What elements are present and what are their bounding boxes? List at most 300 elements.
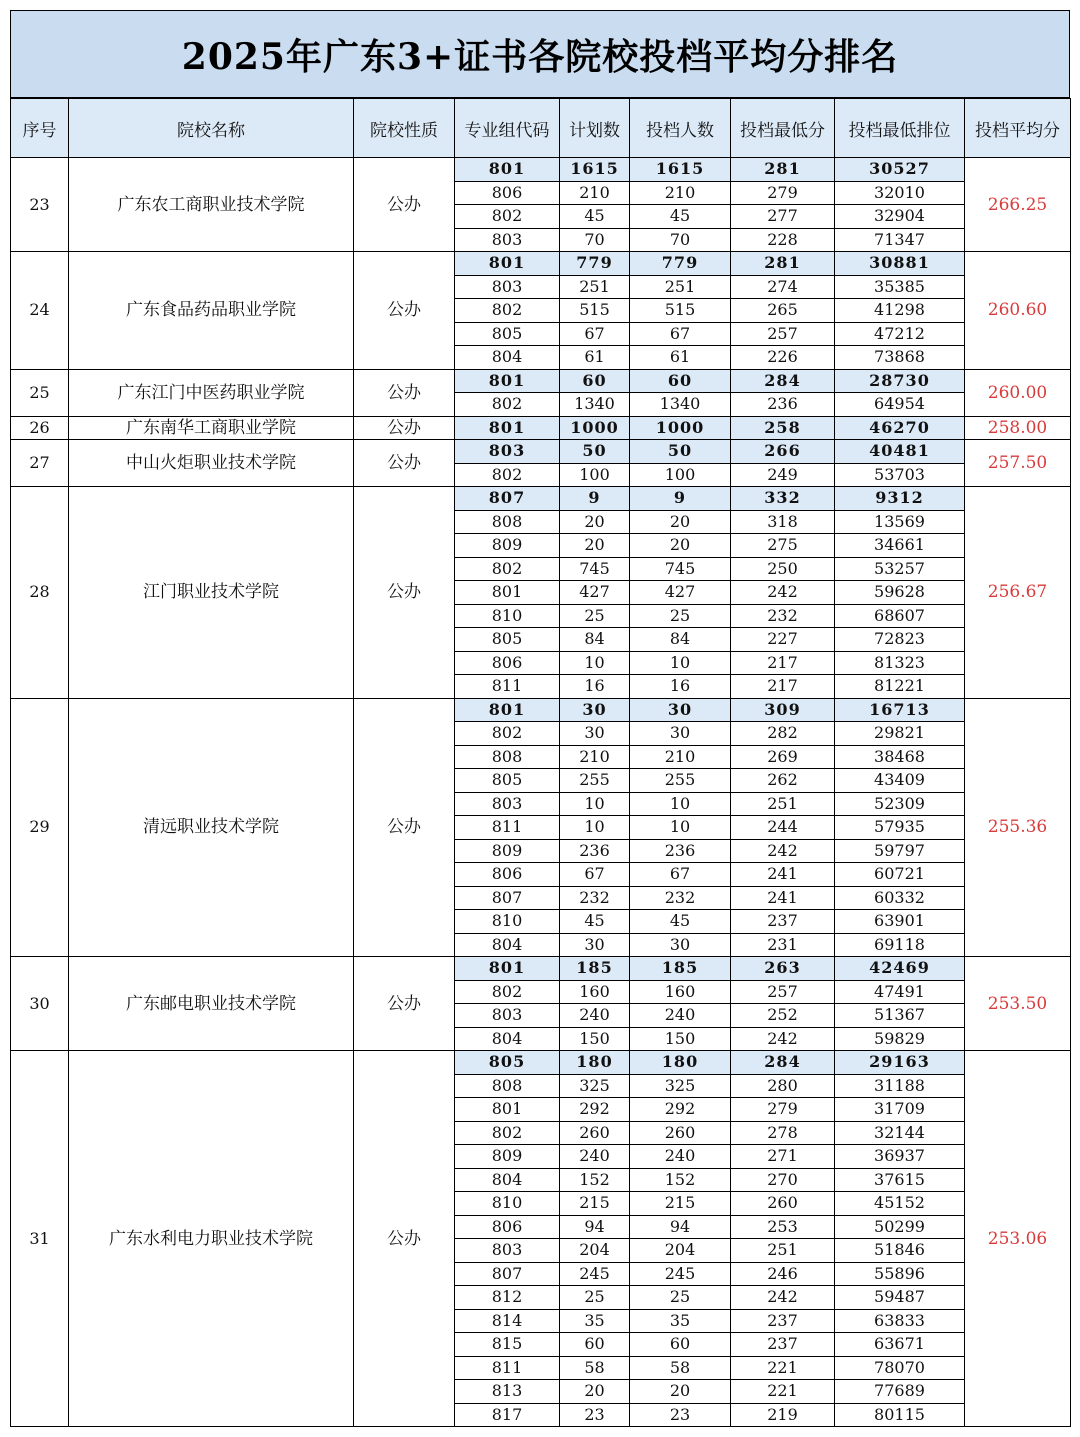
min-rank: 73868 [835,346,965,370]
admitted-count: 30 [630,933,731,957]
school-rank: 29 [11,698,69,957]
admitted-count: 16 [630,675,731,699]
admitted-count: 232 [630,886,731,910]
min-score: 271 [731,1145,835,1169]
school-type: 公办 [354,698,455,957]
admitted-count: 160 [630,980,731,1004]
admitted-count: 45 [630,205,731,229]
min-score: 241 [731,863,835,887]
group-code: 802 [455,980,560,1004]
plan-count: 60 [560,1333,630,1357]
min-score: 227 [731,628,835,652]
group-code: 810 [455,910,560,934]
plan-count: 50 [560,440,630,464]
admitted-count: 20 [630,534,731,558]
col-header-admitted-count: 投档人数 [630,99,731,158]
admitted-count: 30 [630,722,731,746]
school-type: 公办 [354,369,455,416]
plan-count: 745 [560,557,630,581]
plan-count: 67 [560,863,630,887]
group-code: 801 [455,416,560,440]
group-code: 811 [455,816,560,840]
min-score: 217 [731,675,835,699]
admitted-count: 67 [630,322,731,346]
admitted-count: 210 [630,181,731,205]
min-rank: 34661 [835,534,965,558]
min-rank: 38468 [835,745,965,769]
admitted-count: 245 [630,1262,731,1286]
min-rank: 50299 [835,1215,965,1239]
min-score: 279 [731,1098,835,1122]
admitted-count: 251 [630,275,731,299]
admitted-count: 35 [630,1309,731,1333]
min-score: 237 [731,1333,835,1357]
header-row [11,99,1071,158]
min-rank: 57935 [835,816,965,840]
school-name: 清远职业技术学院 [69,698,354,957]
plan-count: 10 [560,792,630,816]
plan-count: 1615 [560,158,630,182]
admitted-count: 10 [630,816,731,840]
plan-count: 1000 [560,416,630,440]
group-code: 814 [455,1309,560,1333]
min-rank: 46270 [835,416,965,440]
school-rank: 24 [11,252,69,370]
group-code: 802 [455,393,560,417]
min-rank: 13569 [835,510,965,534]
plan-count: 215 [560,1192,630,1216]
group-code: 802 [455,205,560,229]
group-code: 801 [455,158,560,182]
min-rank: 40481 [835,440,965,464]
group-code: 811 [455,675,560,699]
min-rank: 55896 [835,1262,965,1286]
group-code: 802 [455,1121,560,1145]
admitted-count: 10 [630,651,731,675]
school-type: 公办 [354,416,455,440]
col-header-school-name: 院校名称 [69,99,354,158]
admitted-count: 20 [630,510,731,534]
school-name: 广东邮电职业技术学院 [69,957,354,1051]
group-code: 815 [455,1333,560,1357]
min-score: 275 [731,534,835,558]
plan-count: 260 [560,1121,630,1145]
admitted-count: 30 [630,698,731,722]
admitted-count: 210 [630,745,731,769]
school-name: 广东农工商职业技术学院 [69,158,354,252]
admitted-count: 779 [630,252,731,276]
min-rank: 29821 [835,722,965,746]
group-code: 805 [455,1051,560,1075]
admitted-count: 58 [630,1356,731,1380]
min-rank: 59628 [835,581,965,605]
min-rank: 53703 [835,463,965,487]
min-score: 252 [731,1004,835,1028]
admitted-count: 745 [630,557,731,581]
min-score: 241 [731,886,835,910]
group-code: 807 [455,886,560,910]
min-score: 270 [731,1168,835,1192]
plan-count: 10 [560,651,630,675]
min-score: 277 [731,205,835,229]
group-code: 805 [455,769,560,793]
min-score: 231 [731,933,835,957]
min-score: 219 [731,1403,835,1427]
school-name: 广东食品药品职业学院 [69,252,354,370]
min-score: 244 [731,816,835,840]
group-code: 801 [455,369,560,393]
admitted-count: 25 [630,1286,731,1310]
plan-count: 67 [560,322,630,346]
group-code: 810 [455,604,560,628]
min-rank: 32010 [835,181,965,205]
min-rank: 37615 [835,1168,965,1192]
admitted-count: 236 [630,839,731,863]
group-code: 803 [455,228,560,252]
plan-count: 45 [560,205,630,229]
admitted-count: 23 [630,1403,731,1427]
group-code: 804 [455,933,560,957]
plan-count: 180 [560,1051,630,1075]
plan-count: 251 [560,275,630,299]
school-name: 中山火炬职业技术学院 [69,440,354,487]
group-code: 801 [455,698,560,722]
min-score: 257 [731,322,835,346]
school-rank: 27 [11,440,69,487]
admitted-count: 1340 [630,393,731,417]
school-rank: 23 [11,158,69,252]
admitted-count: 215 [630,1192,731,1216]
plan-count: 100 [560,463,630,487]
group-code: 802 [455,463,560,487]
admitted-count: 9 [630,487,731,511]
min-rank: 80115 [835,1403,965,1427]
avg-score: 260.60 [965,252,1071,370]
min-rank: 31188 [835,1074,965,1098]
admitted-count: 260 [630,1121,731,1145]
min-score: 217 [731,651,835,675]
group-code: 803 [455,1004,560,1028]
avg-score: 266.25 [965,158,1071,252]
group-code: 801 [455,252,560,276]
min-score: 249 [731,463,835,487]
min-score: 262 [731,769,835,793]
admitted-count: 292 [630,1098,731,1122]
min-rank: 52309 [835,792,965,816]
col-header-avg-score: 投档平均分 [965,99,1071,158]
admitted-count: 100 [630,463,731,487]
plan-count: 35 [560,1309,630,1333]
table-row [11,1051,1071,1075]
group-code: 809 [455,1145,560,1169]
min-rank: 45152 [835,1192,965,1216]
group-code: 806 [455,651,560,675]
admitted-count: 67 [630,863,731,887]
table-row [11,487,1071,511]
min-score: 269 [731,745,835,769]
min-rank: 32144 [835,1121,965,1145]
admitted-count: 84 [630,628,731,652]
min-score: 265 [731,299,835,323]
admitted-count: 10 [630,792,731,816]
min-score: 250 [731,557,835,581]
group-code: 806 [455,181,560,205]
min-score: 257 [731,980,835,1004]
school-name: 广东江门中医药职业学院 [69,369,354,416]
plan-count: 152 [560,1168,630,1192]
min-rank: 36937 [835,1145,965,1169]
plan-count: 58 [560,1356,630,1380]
min-score: 260 [731,1192,835,1216]
min-rank: 29163 [835,1051,965,1075]
table-row [11,416,1071,440]
min-rank: 72823 [835,628,965,652]
admitted-count: 1000 [630,416,731,440]
col-header-group-code: 专业组代码 [455,99,560,158]
avg-score: 260.00 [965,369,1071,416]
group-code: 803 [455,275,560,299]
admitted-count: 50 [630,440,731,464]
min-rank: 47491 [835,980,965,1004]
min-score: 251 [731,1239,835,1263]
school-rank: 28 [11,487,69,699]
plan-count: 20 [560,1380,630,1404]
plan-count: 232 [560,886,630,910]
min-score: 258 [731,416,835,440]
table-body [11,158,1071,1427]
plan-count: 150 [560,1027,630,1051]
min-score: 282 [731,722,835,746]
admitted-count: 60 [630,1333,731,1357]
min-score: 284 [731,1051,835,1075]
min-score: 284 [731,369,835,393]
min-rank: 63671 [835,1333,965,1357]
plan-count: 515 [560,299,630,323]
min-rank: 81323 [835,651,965,675]
min-rank: 64954 [835,393,965,417]
group-code: 805 [455,628,560,652]
plan-count: 204 [560,1239,630,1263]
plan-count: 9 [560,487,630,511]
avg-score: 255.36 [965,698,1071,957]
min-rank: 42469 [835,957,965,981]
admitted-count: 25 [630,604,731,628]
table-row [11,158,1071,182]
group-code: 802 [455,557,560,581]
plan-count: 160 [560,980,630,1004]
min-score: 332 [731,487,835,511]
min-score: 242 [731,1027,835,1051]
school-type: 公办 [354,440,455,487]
min-rank: 28730 [835,369,965,393]
group-code: 806 [455,1215,560,1239]
group-code: 801 [455,1098,560,1122]
group-code: 808 [455,510,560,534]
plan-count: 185 [560,957,630,981]
school-rank: 26 [11,416,69,440]
avg-score: 258.00 [965,416,1071,440]
group-code: 807 [455,1262,560,1286]
min-score: 281 [731,158,835,182]
group-code: 808 [455,1074,560,1098]
plan-count: 30 [560,933,630,957]
plan-count: 16 [560,675,630,699]
plan-count: 210 [560,181,630,205]
group-code: 805 [455,322,560,346]
avg-score: 256.67 [965,487,1071,699]
min-rank: 60721 [835,863,965,887]
group-code: 804 [455,346,560,370]
school-type: 公办 [354,158,455,252]
group-code: 813 [455,1380,560,1404]
plan-count: 10 [560,816,630,840]
min-score: 236 [731,393,835,417]
admitted-count: 185 [630,957,731,981]
group-code: 801 [455,957,560,981]
min-score: 237 [731,1309,835,1333]
school-rank: 31 [11,1051,69,1427]
min-rank: 69118 [835,933,965,957]
plan-count: 236 [560,839,630,863]
admitted-count: 150 [630,1027,731,1051]
page-title: 2025年广东3+证书各院校投档平均分排名 [10,10,1070,98]
admitted-count: 240 [630,1004,731,1028]
min-rank: 9312 [835,487,965,511]
group-code: 811 [455,1356,560,1380]
plan-count: 45 [560,910,630,934]
min-rank: 60332 [835,886,965,910]
plan-count: 60 [560,369,630,393]
admitted-count: 45 [630,910,731,934]
group-code: 804 [455,1168,560,1192]
plan-count: 325 [560,1074,630,1098]
admitted-count: 152 [630,1168,731,1192]
plan-count: 427 [560,581,630,605]
avg-score: 253.50 [965,957,1071,1051]
avg-score: 257.50 [965,440,1071,487]
min-score: 232 [731,604,835,628]
admitted-count: 255 [630,769,731,793]
min-rank: 59797 [835,839,965,863]
group-code: 801 [455,581,560,605]
min-rank: 81221 [835,675,965,699]
group-code: 808 [455,745,560,769]
admitted-count: 1615 [630,158,731,182]
min-score: 263 [731,957,835,981]
school-type: 公办 [354,957,455,1051]
min-rank: 63833 [835,1309,965,1333]
min-rank: 63901 [835,910,965,934]
plan-count: 25 [560,1286,630,1310]
min-rank: 47212 [835,322,965,346]
table-row [11,957,1071,981]
min-rank: 30881 [835,252,965,276]
group-code: 812 [455,1286,560,1310]
plan-count: 25 [560,604,630,628]
plan-count: 779 [560,252,630,276]
plan-count: 84 [560,628,630,652]
plan-count: 245 [560,1262,630,1286]
min-rank: 31709 [835,1098,965,1122]
min-rank: 53257 [835,557,965,581]
plan-count: 240 [560,1004,630,1028]
col-header-rank: 序号 [11,99,69,158]
group-code: 803 [455,440,560,464]
min-rank: 35385 [835,275,965,299]
table-row [11,698,1071,722]
table-row [11,440,1071,464]
plan-count: 61 [560,346,630,370]
avg-score: 253.06 [965,1051,1071,1427]
plan-count: 30 [560,722,630,746]
group-code: 803 [455,792,560,816]
school-name: 江门职业技术学院 [69,487,354,699]
group-code: 802 [455,722,560,746]
group-code: 809 [455,534,560,558]
min-rank: 32904 [835,205,965,229]
admitted-count: 427 [630,581,731,605]
min-score: 281 [731,252,835,276]
school-type: 公办 [354,487,455,699]
plan-count: 292 [560,1098,630,1122]
min-score: 221 [731,1380,835,1404]
min-rank: 77689 [835,1380,965,1404]
admitted-count: 60 [630,369,731,393]
min-rank: 43409 [835,769,965,793]
school-name: 广东南华工商职业学院 [69,416,354,440]
group-code: 807 [455,487,560,511]
group-code: 817 [455,1403,560,1427]
admitted-count: 180 [630,1051,731,1075]
admitted-count: 240 [630,1145,731,1169]
min-score: 242 [731,581,835,605]
admitted-count: 61 [630,346,731,370]
school-rank: 25 [11,369,69,416]
min-rank: 78070 [835,1356,965,1380]
admitted-count: 325 [630,1074,731,1098]
min-rank: 71347 [835,228,965,252]
min-rank: 16713 [835,698,965,722]
plan-count: 23 [560,1403,630,1427]
group-code: 806 [455,863,560,887]
col-header-school-type: 院校性质 [354,99,455,158]
col-header-min-rank: 投档最低排位 [835,99,965,158]
min-rank: 51367 [835,1004,965,1028]
plan-count: 70 [560,228,630,252]
group-code: 802 [455,299,560,323]
plan-count: 240 [560,1145,630,1169]
admitted-count: 515 [630,299,731,323]
admitted-count: 70 [630,228,731,252]
school-type: 公办 [354,252,455,370]
min-rank: 59829 [835,1027,965,1051]
table-row [11,252,1071,276]
min-rank: 68607 [835,604,965,628]
min-score: 280 [731,1074,835,1098]
min-score: 253 [731,1215,835,1239]
admitted-count: 204 [630,1239,731,1263]
ranking-sheet [10,10,1070,1427]
col-header-plan-count: 计划数 [560,99,630,158]
school-type: 公办 [354,1051,455,1427]
min-score: 242 [731,1286,835,1310]
admitted-count: 20 [630,1380,731,1404]
min-rank: 51846 [835,1239,965,1263]
min-score: 246 [731,1262,835,1286]
min-score: 318 [731,510,835,534]
group-code: 803 [455,1239,560,1263]
min-score: 274 [731,275,835,299]
